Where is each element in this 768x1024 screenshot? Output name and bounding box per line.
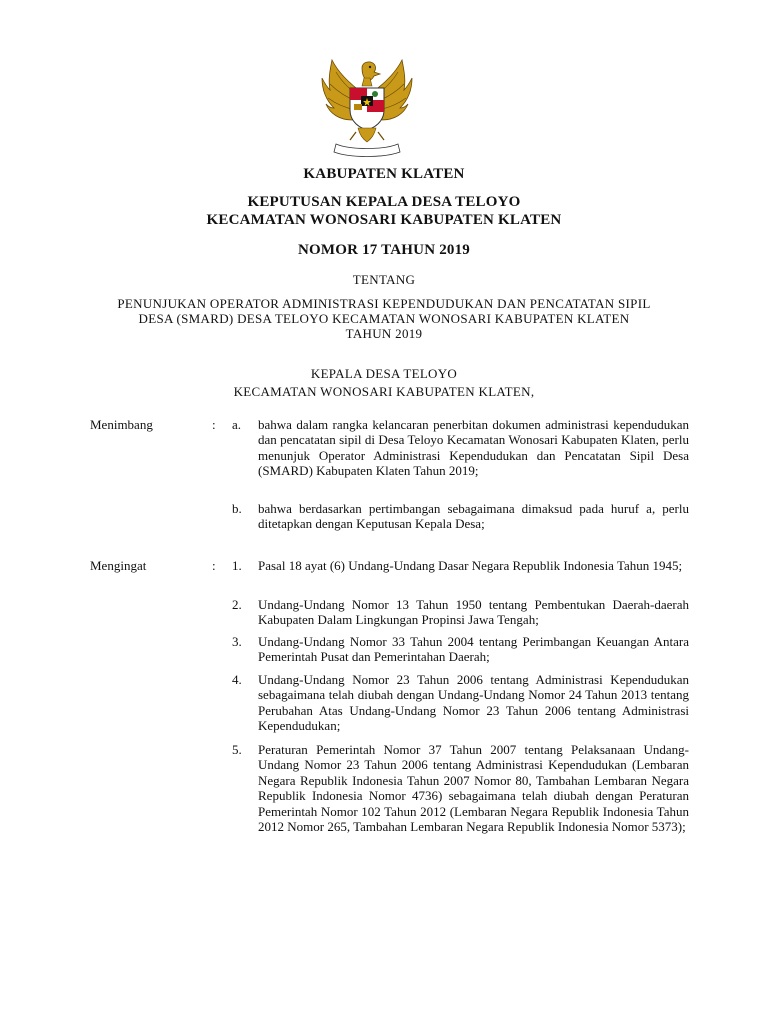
- garuda-pancasila-emblem-icon: [320, 54, 414, 158]
- decree-title-line-1: KEPUTUSAN KEPALA DESA TELOYO: [247, 194, 521, 210]
- regency-heading: KABUPATEN KLATEN: [303, 166, 465, 182]
- menimbang-label: Menimbang: [90, 417, 153, 432]
- mengingat-item-marker: 4.: [232, 672, 242, 687]
- mengingat-item-text: Undang-Undang Nomor 13 Tahun 1950 tentang Pembentukan Daerah-daerah Kabupaten Dalam Lingkungan Propinsi Jawa Tengah;: [258, 597, 689, 628]
- mengingat-item-text: Undang-Undang Nomor 33 Tahun 2004 tentang Perimbangan Keuangan Antara Pemerintah Pusat dan Pemerintahan Daerah;: [258, 634, 689, 665]
- mengingat-item-text: Peraturan Pemerintah Nomor 37 Tahun 2007 tentang Pelaksanaan Undang-Undang Nomor 23 Tahun 2006 tentang Administrasi Kependudukan (Lembaran Negara Republik Indonesia Tahun 2007 Nomor 80, Tambahan Lembaran Negara Republik Indonesia Nomor 4736) sebagaimana telah diubah dengan Peraturan Pemerintah Nomor 102 Tahun 2012 (Lembaran Negara Republik Indonesia Tahun 2012 Nomor 265, Tambahan Lembaran Negara Republik Indonesia Nomor 5373);: [258, 742, 689, 835]
- mengingat-item-marker: 3.: [232, 634, 242, 649]
- mengingat-item-marker: 5.: [232, 742, 242, 757]
- issuer-line-1: KEPALA DESA TELOYO: [310, 366, 458, 381]
- menimbang-item-marker: b.: [232, 501, 242, 516]
- about-heading: TENTANG: [352, 272, 416, 287]
- menimbang-colon: :: [212, 417, 216, 432]
- subject-line-3: TAHUN 2019: [345, 326, 423, 341]
- menimbang-item-text: bahwa berdasarkan pertimbangan sebagaimana dimaksud pada huruf a, perlu ditetapkan dengan Keputusan Kepala Desa;: [258, 501, 689, 532]
- menimbang-item-marker: a.: [232, 417, 242, 432]
- mengingat-colon: :: [212, 558, 216, 573]
- issuer-line-2: KECAMATAN WONOSARI KABUPATEN KLATEN,: [233, 384, 535, 399]
- menimbang-item-text: bahwa dalam rangka kelancaran penerbitan dokumen administrasi kependudukan dan pencatatan sipil di Desa Teloyo Kecamatan Wonosari Kabupaten Klaten, perlu menunjuk Operator Administrasi Kependudukan dan Pencatatan Sipil Desa (SMARD) Kabupaten Klaten Tahun 2019;: [258, 417, 689, 479]
- decree-number: NOMOR 17 TAHUN 2019: [298, 242, 470, 258]
- mengingat-item-text: Undang-Undang Nomor 23 Tahun 2006 tentang Administrasi Kependudukan sebagaimana telah diubah dengan Undang-Undang Nomor 24 Tahun 2013 tentang Perubahan Atas Undang-Undang Nomor 23 Tahun 2006 tentang Administrasi Kependudukan;: [258, 672, 689, 734]
- mengingat-label: Mengingat: [90, 558, 147, 573]
- subject-line-1: PENUNJUKAN OPERATOR ADMINISTRASI KEPENDUDUKAN DAN PENCATATAN SIPIL: [117, 296, 651, 311]
- subject-line-2: DESA (SMARD) DESA TELOYO KECAMATAN WONOSARI KABUPATEN KLATEN: [138, 311, 630, 326]
- mengingat-item-marker: 1.: [232, 558, 242, 573]
- decree-title-line-2: KECAMATAN WONOSARI KABUPATEN KLATEN: [206, 212, 562, 228]
- mengingat-item-marker: 2.: [232, 597, 242, 612]
- mengingat-item-text: Pasal 18 ayat (6) Undang-Undang Dasar Negara Republik Indonesia Tahun 1945;: [258, 558, 683, 573]
